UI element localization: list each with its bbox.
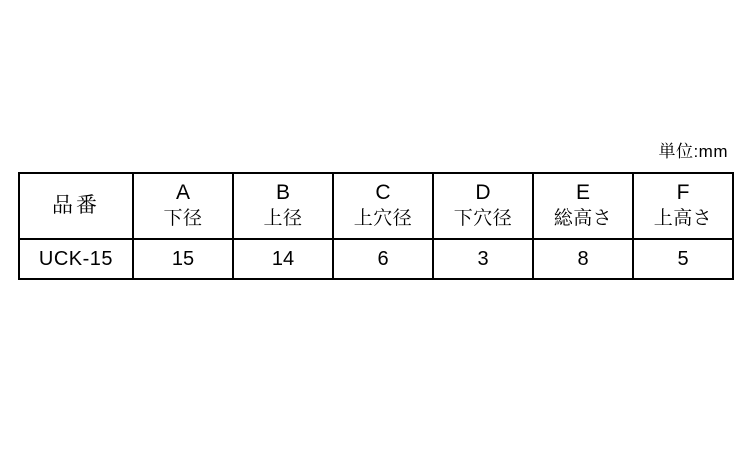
header-code-b: B (275, 181, 290, 204)
header-cell-f (633, 173, 733, 239)
header-cell-c (333, 173, 433, 239)
header-label-e: 総高さ (553, 208, 613, 229)
header-label-b: 上径 (263, 208, 303, 229)
unit-note: 単位:mm (658, 142, 728, 161)
header-part-number-label: 品番 (52, 194, 100, 217)
header-cell-b (233, 173, 333, 239)
specification-table (18, 172, 734, 280)
header-code-f: F (676, 181, 690, 204)
header-label-c: 上穴径 (353, 208, 413, 229)
header-cell-part-number (19, 173, 133, 239)
header-code-e: E (575, 181, 590, 204)
header-cell-e (533, 173, 633, 239)
header-label-d: 下穴径 (453, 208, 513, 229)
cell-value-d: 3 (433, 239, 533, 279)
header-label-f: 上高さ (653, 208, 713, 229)
table-header-row (19, 173, 733, 239)
header-code-a: A (175, 181, 190, 204)
header-cell-a (133, 173, 233, 239)
cell-part-number: UCK-15 (19, 239, 133, 279)
header-cell-d (433, 173, 533, 239)
header-code-c: C (375, 181, 391, 204)
header-code-d: D (475, 181, 491, 204)
cell-value-a: 15 (133, 239, 233, 279)
cell-value-f: 5 (633, 239, 733, 279)
cell-value-c: 6 (333, 239, 433, 279)
cell-value-e: 8 (533, 239, 633, 279)
header-label-a: 下径 (163, 208, 203, 229)
table-row (19, 239, 733, 279)
cell-value-b: 14 (233, 239, 333, 279)
